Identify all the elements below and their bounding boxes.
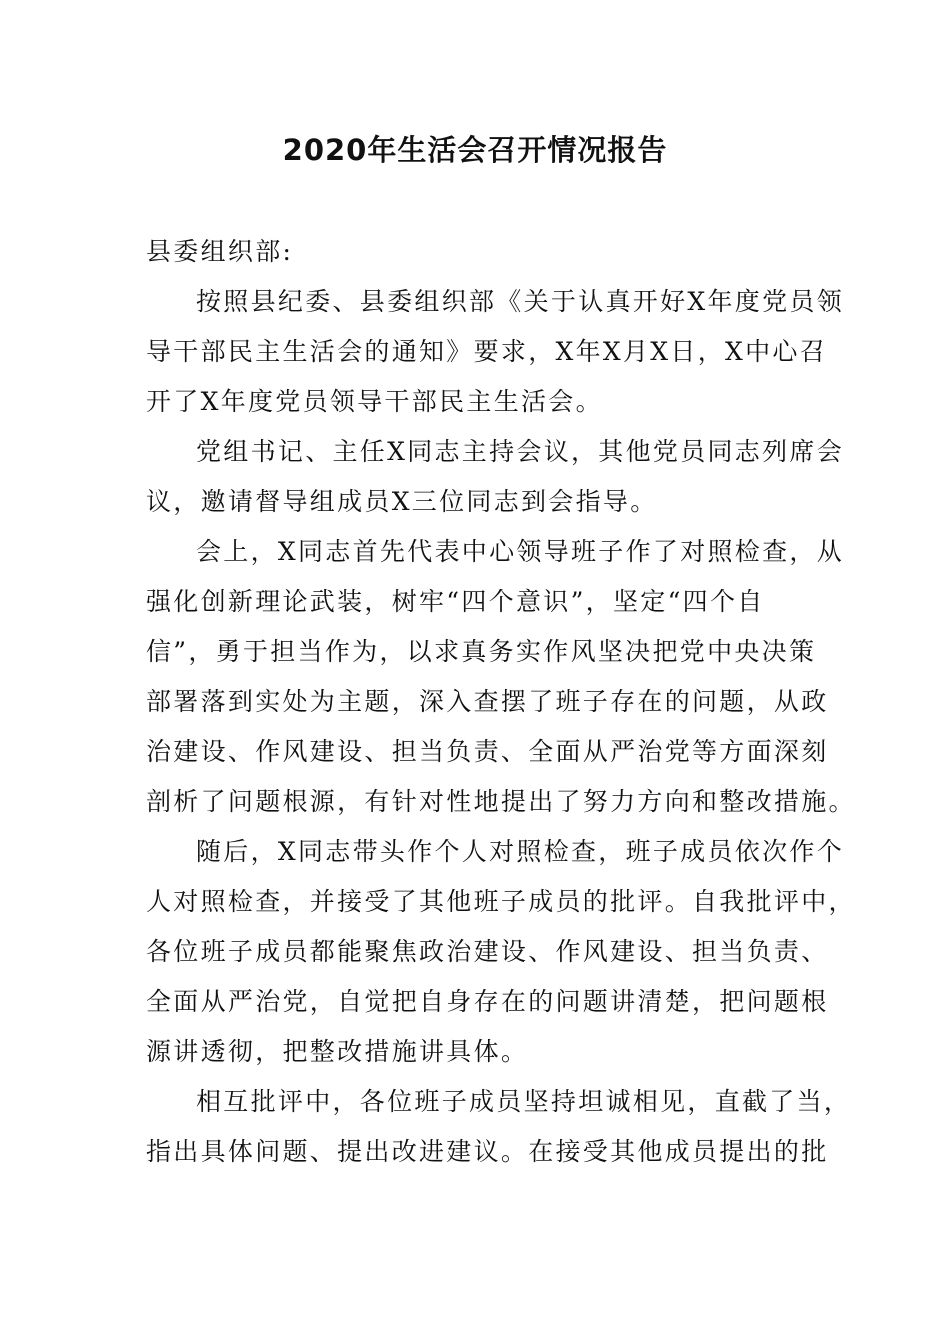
text-line: 党组书记、主任X同志主持会议，其他党员同志列席会 <box>196 437 844 466</box>
text-line: 相互批评中，各位班子成员坚持坦诚相见，直截了当， <box>196 1087 852 1116</box>
text-line: 开了X年度党员领导干部民主生活会。 <box>146 387 603 416</box>
text-line: 会上，X同志首先代表中心领导班子作了对照检查，从 <box>196 537 844 566</box>
text-line: 随后，X同志带头作个人对照检查，班子成员依次作个 <box>196 837 844 866</box>
text-line: 剖析了问题根源，有针对性地提出了努力方向和整改措施。 <box>146 787 856 816</box>
text-line: 各位班子成员都能聚焦政治建设、作风建设、担当负责、 <box>146 937 829 966</box>
text-line: 指出具体问题、提出改进建议。在接受其他成员提出的批 <box>146 1137 829 1166</box>
text-line: 按照县纪委、县委组织部《关于认真开好X年度党员领 <box>196 287 844 316</box>
text-line: 源讲透彻，把整改措施讲具体。 <box>146 1037 529 1066</box>
text-line: 全面从严治党，自觉把自身存在的问题讲清楚，把问题根 <box>146 987 829 1016</box>
text-line: 信”，勇于担当作为，以求真务实作风坚决把党中央决策 <box>146 637 817 666</box>
document-title: 2020年生活会召开情况报告 <box>282 133 668 167</box>
text-line: 强化创新理论武装，树牢“四个意识”，坚定“四个自 <box>146 587 765 616</box>
text-line: 导干部民主生活会的通知》要求，X年X月X日，X中心召 <box>146 337 827 366</box>
salutation: 县委组织部: <box>146 237 294 266</box>
text-line: 治建设、作风建设、担当负责、全面从严治党等方面深刻 <box>146 737 829 766</box>
text-line: 人对照检查，并接受了其他班子成员的批评。自我批评中， <box>146 887 856 916</box>
text-line: 部署落到实处为主题，深入查摆了班子存在的问题，从政 <box>146 687 829 716</box>
text-line: 议，邀请督导组成员X三位同志到会指导。 <box>146 487 658 516</box>
